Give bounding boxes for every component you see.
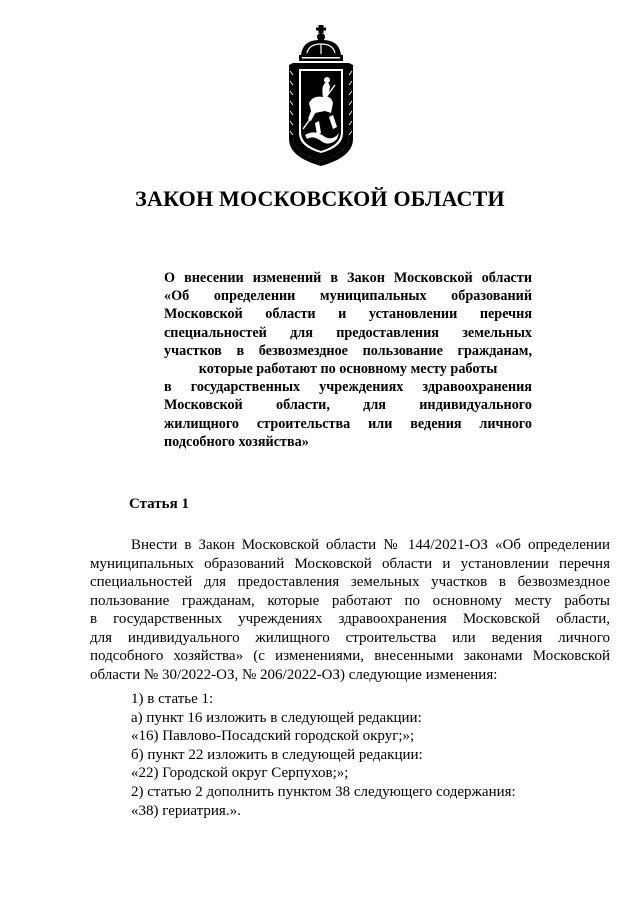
subtitle-line: Московской области и установлении перечня xyxy=(164,306,532,323)
subtitle-line: специальностей для предоставления земельных xyxy=(164,324,532,341)
body-line: для индивидуального жилищного строительства или ведения личного xyxy=(90,629,610,646)
subtitle-line: в государственных учреждениях здравоохранения xyxy=(164,379,532,396)
crown-icon xyxy=(299,25,343,61)
body-line: муниципальных образований Московской области и установлении перечня xyxy=(90,555,610,572)
body-line: специальностей для предоставления земельных участков в безвозмездное xyxy=(90,574,610,590)
subtitle-line: которые работают по основному месту работы xyxy=(198,361,498,378)
amendment-item: «38) гериатрия.». xyxy=(131,802,241,819)
body-line: в государственных учреждениях здравоохранения Московской области, xyxy=(90,611,610,627)
body-line: области № 30/2022-ОЗ, № 206/2022-ОЗ) следующие изменения: xyxy=(90,666,498,683)
amendment-item: «22) Городской округ Серпухов;»; xyxy=(131,765,349,782)
subtitle-line: жилищного строительства или ведения личного xyxy=(164,415,532,432)
subtitle-line: О внесении изменений в Закон Московской области xyxy=(164,270,532,286)
subtitle-line: «Об определении муниципальных образований xyxy=(164,288,532,305)
amendment-item: 2) статью 2 дополнить пунктом 38 следующего содержания: xyxy=(131,783,516,800)
law-subtitle xyxy=(164,269,532,451)
amendment-item: «16) Павлово-Посадский городской округ;»; xyxy=(131,728,415,745)
body-line: Внести в Закон Московской области № 144/2021-ОЗ «Об определении xyxy=(131,537,610,553)
article-body xyxy=(90,536,610,684)
amendment-item: б) пункт 22 изложить в следующей редакции: xyxy=(131,746,423,763)
document-title: ЗАКОН МОСКОВСКОЙ ОБЛАСТИ xyxy=(135,186,505,211)
amendment-item: 1) в статье 1: xyxy=(131,691,214,707)
coat-of-arms-icon xyxy=(285,25,357,167)
subtitle-line: участков в безвозмездное пользование гражданам, xyxy=(164,342,532,359)
subtitle-line: подсобного хозяйства» xyxy=(164,433,309,450)
amendment-item: а) пункт 16 изложить в следующей редакции: xyxy=(131,709,422,726)
body-line: пользование гражданам, которые работают по основному месту работы xyxy=(90,592,610,609)
body-line: подсобного хозяйства» (с изменениями, внесенными законами Московской xyxy=(90,648,610,664)
article-heading: Статья 1 xyxy=(129,496,189,512)
amendments-list xyxy=(131,690,591,820)
subtitle-line: Московской области, для индивидуального xyxy=(164,397,532,414)
